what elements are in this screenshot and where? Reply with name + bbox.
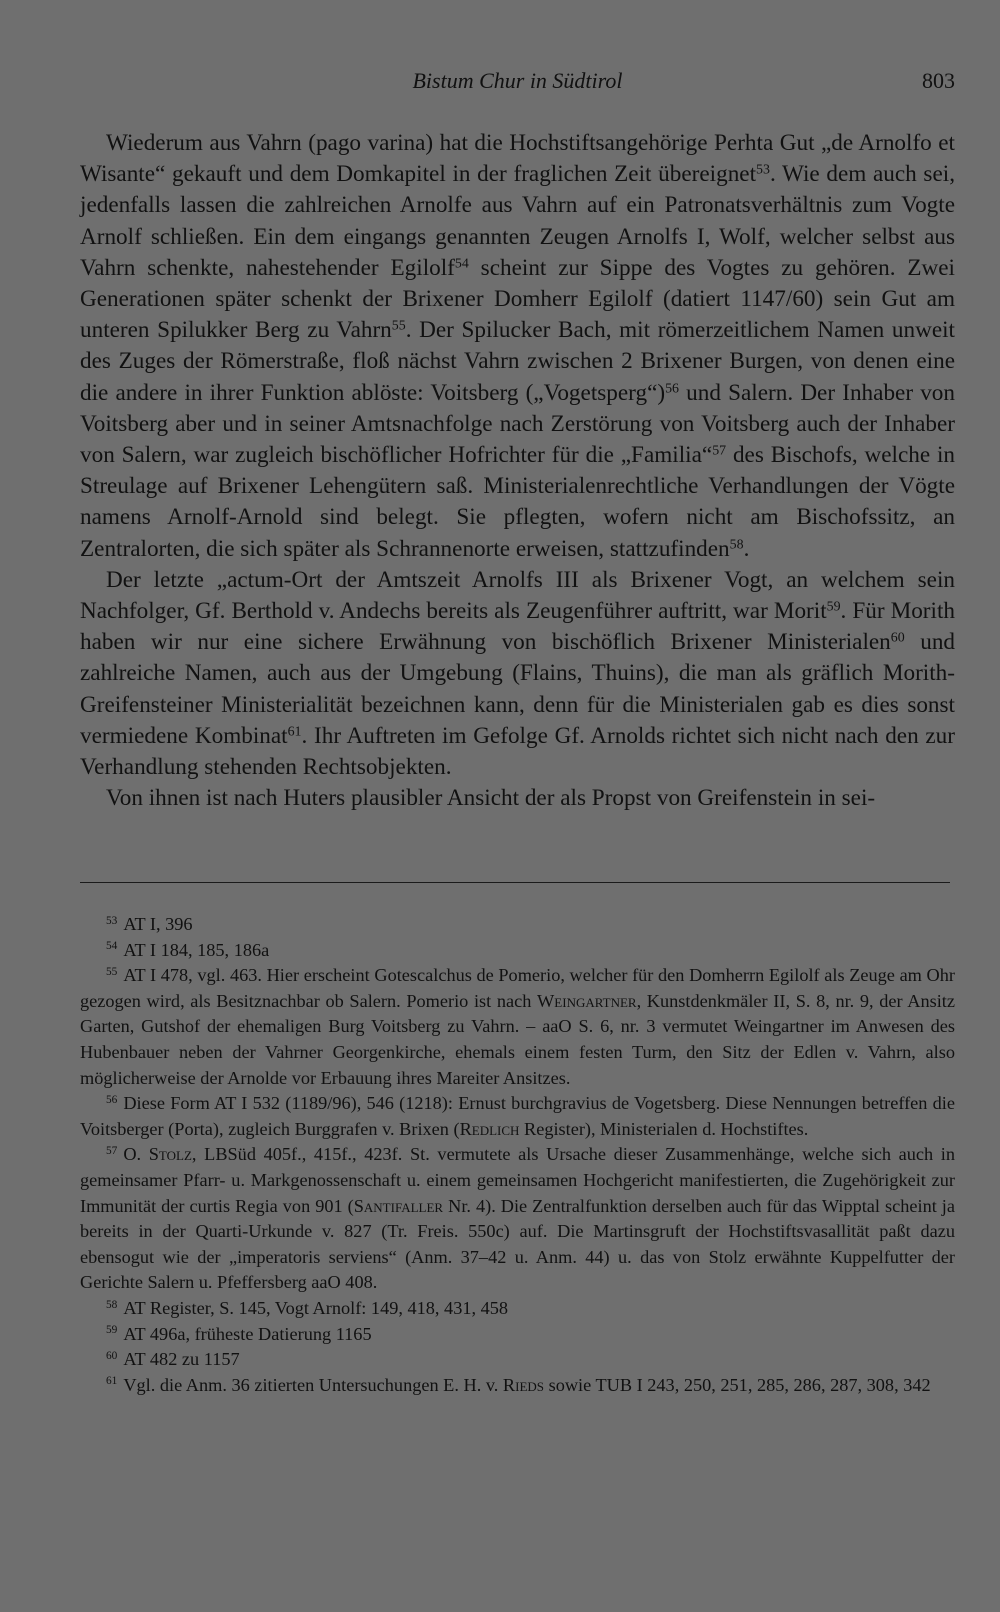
paragraph-text: Wiederum aus Vahrn (pago varina) hat die Hochstiftsangehörige Perhta Gut „de Arnolfo et Wisante“ gekauft und dem Domkapitel in der fraglichen Zeit übereignet	[80, 130, 955, 188]
paragraph-text: .	[743, 535, 750, 562]
footnote-number: 60	[106, 1349, 118, 1362]
paragraph-text: . Der Spilucker Bach, mit römerzeitlichem Namen unweit des Zuges der Römerstraße, floß nächst Vahrn zwischen 2 Brixener Burgen, von denen eine die andere in ihrer Funktion ablöste: Voitsberg („Vogetsperg“)	[80, 317, 955, 406]
footnote-text: , Kunstdenkmäler II, S. 8, nr. 9, der Ansitz Garten, Gutshof der ehemaligen Burg Voitsberg zu Vahrn. – aaO S. 6, nr. 3 vermutet Weingartner im Anwesen des Hubenbauer neben der Vahrner Georgenkirche, ehemals einem festen Turm, den Sitz der Edlen v. Vahrn, also möglicherweise der Arnolde vor Erbauung ihres Mareiter Ansitzes.	[80, 990, 955, 1088]
footnote-text: Register), Ministerialen d. Hochstiftes.	[519, 1118, 809, 1139]
footnote-number: 54	[106, 940, 118, 953]
paragraph-text: . Ihr Auftreten im Gefolge Gf. Arnolds richtet sich nicht nach den zur Verhandlung stehenden Rechtsobjekten.	[80, 722, 955, 781]
footnote-ref-58: 58	[729, 537, 744, 552]
paragraph-text: . Wie dem auch sei, jedenfalls lassen die zahlreichen Arnolfe aus Vahrn auf ein Patronatsverhältnis zum Vogte Arnolf schließen. Ein dem eingangs genannten Zeugen Arnolfs I, Wolf, welcher selbst aus Vahrn schenkte, nahestehender Egilolf	[80, 161, 955, 281]
footnote-55	[80, 963, 955, 1091]
footnote-number: 61	[106, 1375, 118, 1388]
paragraph-3	[80, 783, 955, 814]
footnote-number: 53	[106, 914, 118, 927]
author-name: Redlich	[459, 1118, 520, 1139]
footnote-ref-54: 54	[454, 256, 469, 272]
author-name: Stolz	[148, 1144, 192, 1165]
footnote-text: AT 496a, früheste Datierung 1165	[123, 1323, 372, 1344]
footnote-ref-55: 55	[391, 318, 406, 334]
footnote-text: AT I 478, vgl. 463. Hier erscheint Gotescalchus de Pomerio, welcher für den Domherrn Egilolf als Zeuge am Ohr gezogen wird, als Besitznachbar ob Salern. Pomerio ist nach	[80, 965, 955, 1011]
footnote-59	[80, 1322, 955, 1348]
footnote-text: AT 482 zu 1157	[123, 1349, 240, 1370]
main-text	[80, 128, 955, 814]
paragraph-text: Von ihnen ist nach Huters plausibler Ansicht der als Propst von Greifenstein in sei-	[106, 785, 876, 812]
paragraph-2	[80, 565, 955, 783]
paragraph-text: scheint zur Sippe des Vogtes zu gehören. Zwei Generationen später schenkt der Brixener Domherr Egilolf (datiert 1147/60) sein Gut am unteren Spilukker Berg zu Vahrn	[80, 254, 955, 344]
author-name: Santifaller	[353, 1195, 444, 1216]
paragraph-1	[80, 128, 955, 565]
footnote-text: sowie TUB I 243, 250, 251, 285, 286, 287, 308, 342	[544, 1374, 931, 1395]
footnote-text: AT I 184, 185, 186a	[123, 939, 270, 960]
paragraph-text: und zahlreiche Namen, auch aus der Umgebung (Flains, Thuins), die man als gräflich Morith-Greifensteiner Ministerialität bezeichnen kann, denn für die Ministerialen gab es dies sonst vermiedene Kombinat	[80, 629, 956, 749]
footnote-number: 57	[106, 1145, 118, 1158]
footnote-ref-61: 61	[287, 724, 302, 740]
footnote-number: 55	[106, 965, 118, 978]
running-title: Bistum Chur in Südtirol	[412, 68, 623, 93]
footnote-54	[80, 938, 955, 964]
footnote-58	[80, 1296, 955, 1322]
paragraph-text: . Für Morith haben wir nur eine sichere Erwähnung von bischöflich Brixener Ministerialen	[80, 598, 955, 656]
paragraph-text: des Bischofs, welche in Streulage auf Brixener Lehengütern saß. Ministerialenrechtliche Verhandlungen der Vögte namens Arnolf-Arnold sind belegt. Sie pflegten, wofern nicht am Bischofssitz, an Zentralorten, die sich später als Schrannenorte erweisen, stattzufinden	[80, 442, 956, 562]
footnote-text: , LBSüd 405f., 415f., 423f. St. vermutete als Ursache dieser Zusammenhänge, welche sich auch in gemeinsamer Pfarr- u. Markgenossenschaft u. einem gemeinsamen Hochgericht manifestierten, die Zugehörigkeit zur Immunität der curtis Regia von 901 (	[80, 1144, 956, 1216]
footnote-61	[80, 1373, 955, 1399]
footnote-ref-56: 56	[665, 380, 679, 396]
footnote-text: Nr. 4). Die Zentralfunktion derselben auch für das Wipptal scheint ja bereits in der Quarti-Urkunde v. 827 (Tr. Freis. 550c) auf. Die Martinsgruft der Hochstiftsvasallität paßt dazu ebensogut wie der „imperatoris serviens“ (Anm. 37–42 u. Anm. 44) u. das von Stolz erwähnte Kuppelfutter der Gerichte Salern u. Pfeffersberg aaO 408.	[80, 1195, 955, 1293]
footnote-ref-60: 60	[890, 630, 905, 646]
footnote-53	[80, 912, 955, 938]
footnote-text: O.	[123, 1144, 149, 1165]
author-name: Weingartner	[537, 990, 637, 1011]
footnote-ref-57: 57	[712, 443, 727, 459]
page-number: 803	[922, 68, 955, 93]
footnote-56	[80, 1091, 955, 1142]
paragraph-text: Der letzte „actum-Ort der Amtszeit Arnolfs III als Brixener Vogt, an welchem sein Nachfolger, Gf. Berthold v. Andechs bereits als Zeugenführer auftritt, war Morit	[80, 566, 955, 625]
paragraph-text: und Salern. Der Inhaber von Voitsberg aber und in seiner Amtsnachfolge nach Zerstörung von Voitsberg auch der Inhaber von Salern, war zugleich bischöflicher Hofrichter für die „Familia“	[80, 379, 955, 469]
footnote-text: AT Register, S. 145, Vogt Arnolf: 149, 418, 431, 458	[123, 1297, 509, 1318]
footnote-number: 58	[106, 1298, 118, 1311]
footnote-ref-59: 59	[826, 599, 841, 615]
author-name: Rieds	[502, 1374, 545, 1395]
footnote-text: Vgl. die Anm. 36 zitierten Untersuchungen E. H. v.	[123, 1374, 503, 1395]
footnote-text: Diese Form AT I 532 (1189/96), 546 (1218): Ernust burchgravius de Vogetsberg. Diese Nennungen betreffen die Voitsberger (Porta), zugleich Burggrafen v. Brixen (	[80, 1093, 955, 1139]
footnote-divider	[80, 882, 950, 883]
footnote-text: AT I, 396	[123, 914, 193, 934]
footnote-60	[80, 1347, 955, 1373]
page-header	[80, 62, 955, 100]
footnote-57	[80, 1142, 955, 1296]
footnote-ref-53: 53	[756, 162, 770, 178]
footnote-number: 59	[106, 1324, 118, 1337]
footnotes	[80, 912, 955, 1398]
footnote-number: 56	[106, 1093, 118, 1106]
